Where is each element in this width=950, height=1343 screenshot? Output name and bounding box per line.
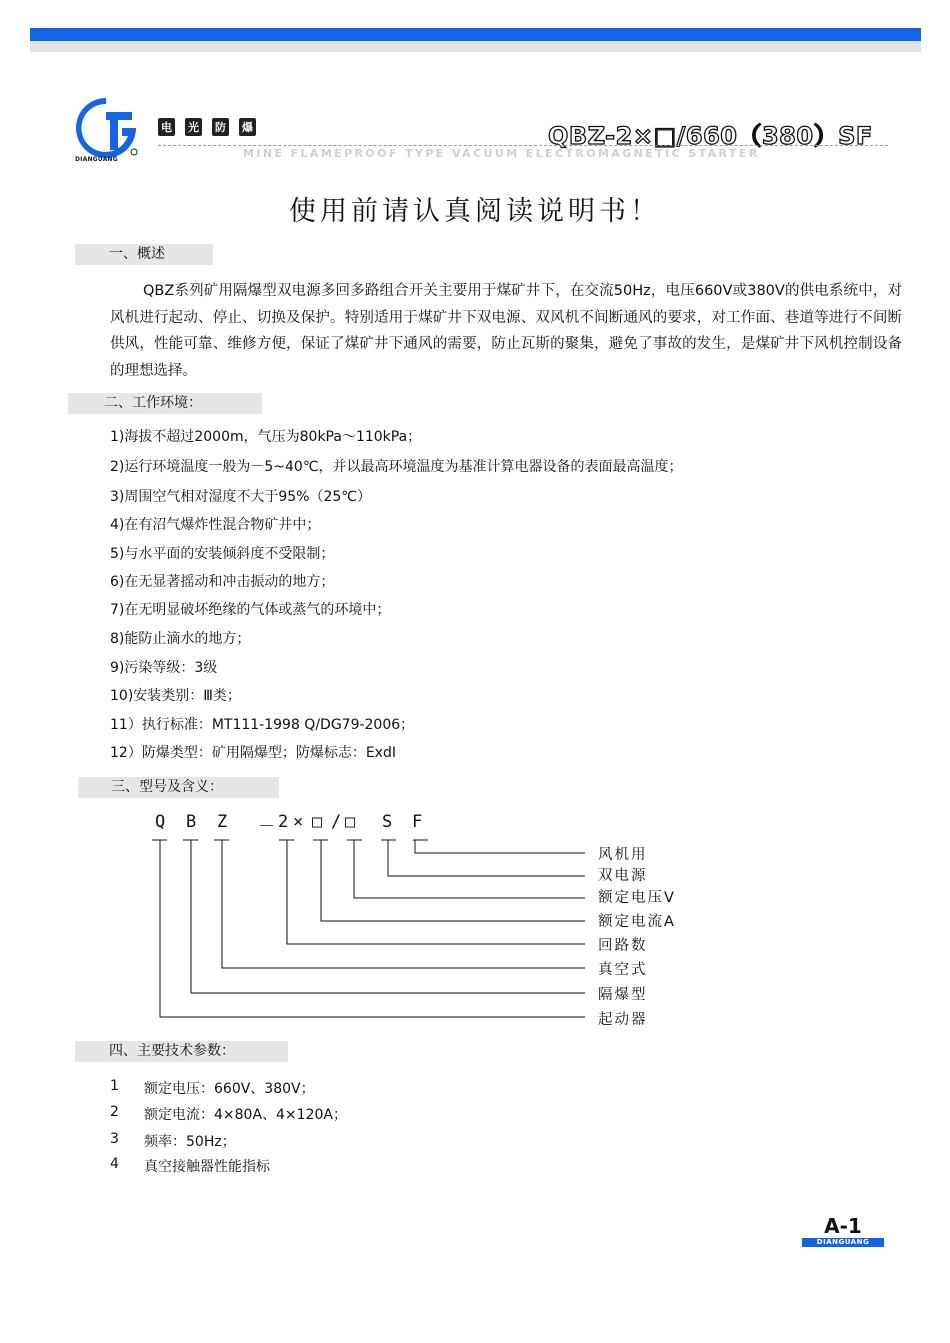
subtitle-english: MINE FLAMEPROOF TYPE VACUUM ELECTROMAGNETIC STARTER: [243, 147, 760, 160]
page-number: A-1: [824, 1214, 862, 1238]
page-number-badge: [802, 1216, 884, 1246]
model-title: QBZ-2×□/660（380）SF: [548, 122, 873, 150]
list-item: 7)在无明显破坏绝缘的气体或蒸气的环境中；: [110, 602, 391, 618]
connector-line: [152, 840, 585, 1017]
param-number: 3: [110, 1131, 119, 1147]
page-brand: DIANGUANG: [802, 1238, 884, 1247]
connector-line: [347, 840, 585, 898]
section-heading-environment: 二、工作环境：: [68, 393, 262, 414]
param-text: 额定电流：4×80A、4×120A；: [144, 1107, 347, 1123]
list-item: 10)安装类别：Ⅲ类；: [110, 688, 241, 704]
model-letter: ×: [293, 812, 304, 832]
designation-label: 回路数: [598, 938, 648, 954]
connector-line: [313, 840, 585, 921]
connector-line: [381, 840, 585, 876]
brand-name: [158, 118, 256, 136]
section-heading-overview: 一、概述: [75, 244, 213, 265]
model-letter: /: [331, 812, 342, 832]
list-item: 1)海拔不超过2000m，气压为80kPa～110kPa；: [110, 429, 422, 445]
brand-char: 光: [185, 118, 202, 136]
param-number: 4: [110, 1156, 119, 1172]
connector-line: [214, 840, 585, 968]
section-heading-model: 三、型号及含义：: [78, 777, 279, 798]
param-text: 真空接触器性能指标: [144, 1159, 270, 1175]
section-heading-params: 四、主要技术参数：: [75, 1041, 288, 1062]
model-letter: －: [258, 817, 275, 837]
brand-char: 电: [158, 118, 175, 136]
designation-label: 双电源: [598, 868, 648, 884]
list-item: 6)在无显著摇动和冲击振动的地方；: [110, 574, 335, 590]
connector-line: [413, 840, 585, 853]
list-item: 2)运行环境温度一般为－5~40℃，并以最高环境温度为基准计算电器设备的表面最高温度；: [110, 459, 683, 475]
header-divider: [158, 145, 888, 146]
brand-char: 爆: [239, 118, 256, 136]
model-letter: S: [382, 812, 393, 832]
list-item: 3)周围空气相对湿度不大于95%（25℃）: [110, 489, 372, 505]
model-letter: 2: [278, 812, 289, 832]
list-item: 11）执行标准：MT111-1998 Q/DG79-2006；: [110, 717, 415, 733]
model-letter: □: [312, 812, 323, 832]
connector-line: [279, 840, 585, 944]
designation-label: 额定电流A: [598, 914, 676, 930]
param-number: 1: [110, 1078, 119, 1094]
designation-label: 起动器: [598, 1012, 648, 1028]
model-letter: B: [186, 812, 197, 832]
top-bar-shadow: [30, 41, 921, 52]
list-item: 5)与水平面的安装倾斜度不受限制；: [110, 546, 335, 562]
designation-label: 隔爆型: [598, 987, 648, 1003]
connector-line: [183, 840, 585, 993]
logo-text: DIANGUANG: [75, 156, 118, 163]
top-color-bar: [30, 28, 921, 41]
param-text: 频率：50Hz；: [144, 1134, 236, 1150]
designation-label: 风机用: [598, 847, 648, 863]
page-title: 使用前请认真阅读说明书！: [289, 196, 661, 227]
designation-label: 真空式: [598, 962, 648, 978]
model-letter: □: [345, 812, 356, 832]
brand-char: 防: [212, 118, 229, 136]
model-letter: Z: [217, 812, 228, 832]
param-number: 2: [110, 1104, 119, 1120]
designation-label: 额定电压V: [598, 890, 676, 906]
list-item: 4)在有沼气爆炸性混合物矿井中；: [110, 517, 321, 533]
param-text: 额定电压：660V、380V；: [144, 1081, 315, 1097]
overview-text: QBZ系列矿用隔爆型双电源多回多路组合开关主要用于煤矿井下，在交流50Hz，电压660V或380V的供电系统中，对风机进行起动、停止、切换及保护。特别适用于煤矿井下双电源、双风机不间断通风的要求，对工作面、巷道等进行不间断供风，性能可靠、维修方便，保证了煤矿井下通风的需要，防止瓦斯的聚集，避免了事故的发生，是煤矿井下风机控制设备的理想选择。: [110, 283, 902, 379]
list-item: 9)污染等级：3级: [110, 660, 218, 676]
list-item: 8)能防止滴水的地方；: [110, 631, 251, 647]
model-letter: Q: [155, 812, 166, 832]
overview-paragraph: [110, 278, 902, 384]
list-item: 12）防爆类型：矿用隔爆型；防爆标志：ExdI: [110, 745, 396, 761]
company-logo-icon: [70, 92, 142, 164]
model-letter: F: [412, 812, 423, 832]
